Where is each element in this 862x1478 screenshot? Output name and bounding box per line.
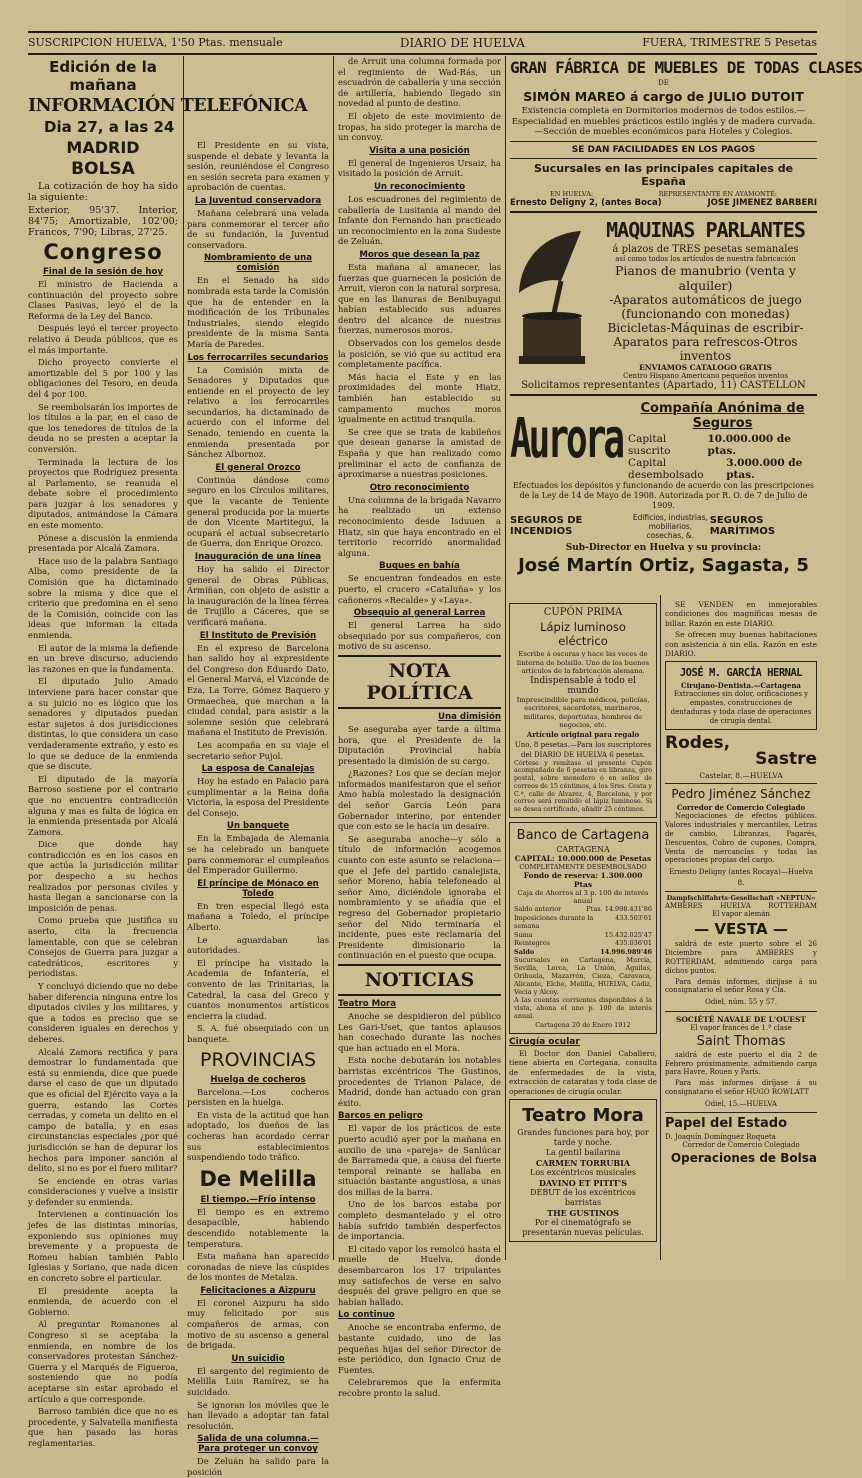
- teatro-ad: [509, 1099, 657, 1242]
- maquinas-title: MAQUINAS PARLANTES: [606, 217, 805, 242]
- paragraph: Uno de los barcos estaba por completo desmantelado y el otro había sufrido también desperfectos de importancia.: [338, 1199, 501, 1242]
- paragraph: La Comisión mixta de Senadores y Diputados que entiende en el proyecto de ley relativo a los ferrocarriles secundarios, ha dictaminado de acuerdo con el informe del Senado, teniendo en cuenta la enmienda presentada por Sánchez Albornoz.: [187, 364, 329, 460]
- banco-row-value: 433.503'61: [615, 913, 652, 922]
- subheading: Final de la sesión de hoy: [43, 267, 163, 277]
- paragraph: Le aguardaban las autoridades.: [187, 934, 329, 956]
- banco-row-value: 435.036'01: [615, 939, 652, 948]
- aurora-incendios: SEGUROS DE INCENDIOS: [510, 515, 583, 538]
- paragraph: Intervienen a continuación los jefes de las distintas minorías, exponiendo sus opiniones muy brevemente y a propuesta de Romeu habían también Pablo Iglesias y Soriano, que nada dicen en concreto sobre el particular.: [28, 1209, 178, 1284]
- ouest-addr: Odiel, 15.—HUELVA: [705, 1099, 777, 1108]
- paragraph: Como prueba que justifica su aserto, cita la frecuencia lamentable, con que se celebran Consejos de Guerra para juzgar a catedráticos, escritores y periodistas.: [28, 915, 178, 979]
- ouest-vapor: El vapor francés de 1.ª clase: [690, 1023, 792, 1032]
- congreso-heading: Congreso: [43, 240, 163, 264]
- pedro-title: Pedro Jiménez Sánchez: [671, 787, 811, 802]
- paragraph: Esta mañana han aparecido coronadas de nieve las cúspides de los montes de Metalza.: [187, 1251, 329, 1283]
- lapiz-text: Imprescindible para médicos, policías, escritores, sacerdotes, marineros, militares, deportistas, hombres de negocios, etc.: [516, 695, 650, 729]
- teatro-line: THE GUSTINOS: [547, 1208, 619, 1219]
- teatro-line: DAVINO ET PITIT'S: [538, 1178, 628, 1189]
- subheading: Un banquete: [226, 821, 290, 832]
- paragraph: Anoche se despidieron del público Les Gari-Uset, que tantos aplausos han cosechado durante las noches que han actuado en el Mora.: [338, 1010, 501, 1053]
- paragraph: Barcelona.—Los cocheros persisten en la huelga.: [187, 1086, 329, 1108]
- neptun-ports: [665, 902, 817, 910]
- paragraph: Los escuadrones del regimiento de caballería de Lusitania al mando del Infante don Fernando han practicado un reconocimiento en la zona Sudeste de Zeluán.: [338, 193, 501, 247]
- subheading: Obsequio al general Larrea: [353, 608, 486, 619]
- teatro-line: DEBUT de los excéntricos barristas: [530, 1188, 636, 1208]
- paragraph: S. A. fué obsequiado con un banquete.: [187, 1023, 329, 1044]
- edition-heading: Edición de la mañana: [49, 58, 157, 94]
- banco-capital: CAPITAL: 10.000.000 de Pesetas: [514, 854, 652, 864]
- garcia-name: JOSÉ M. GARCÍA HERNAL: [679, 667, 803, 680]
- subheading: Los ferrocarriles secundarios: [187, 352, 329, 363]
- paragraph: Dice que donde hay contradicción es en los casos en que actúa la jurisdicción militar por despecho a su hechos realizados por personas civiles y hasta llegan a sancionarse con la imposición de penas.: [28, 839, 178, 913]
- banco-row-label: Imposiciones durante la semana: [514, 913, 594, 931]
- lapiz-text: Indispensable á todo el mundo: [530, 675, 636, 696]
- garcia-title: Cirujano-Dentista.—Cartagena: [681, 681, 801, 691]
- gramophone-icon: [510, 216, 590, 380]
- dateline: Dia 27, a las 24: [44, 118, 175, 136]
- subheading: El tiempo.—Frío intenso: [200, 1194, 316, 1205]
- teatro-line: La gentil bailarina: [545, 1148, 621, 1158]
- fabrica-text: Existencia completa en Dormitorios modernos de todos estilos.—Especialidad en muebles prácticos estilo inglés y de madera curvada.—Sección de muebles económicos para Hoteles y Colegios.: [511, 106, 816, 138]
- paragraph: de Arruit una columna formada por el regimiento de Wad-Rás, un escuadrón de caballería y una sección de artillería, habiendo llegado sin novedad al punto de destino.: [338, 56, 501, 109]
- masthead: [28, 36, 817, 54]
- pedro-addr: Ernesto Deligny (antes Rocaya)—Huelva 8.: [668, 868, 814, 887]
- subheading: La Juventud conservadora: [194, 195, 322, 206]
- banco-row-value: 14.996.989'46: [600, 947, 652, 956]
- cupon-prima-ad: [509, 603, 657, 818]
- paragraph: Se aseguraba anoche—y sólo a título de información acogemos cuanto con este asunto se relaciona—que el Jefe del partido canalejista, señor Moreno, había telefoneado al señor Amo, diciéndole ignoraba el nombramiento y se añadía que el regreso del Gobernador propietario señor del Nido terminaría el incidente, pues este reclamaría del Presidente dimisionario la continuación en el puesto que ocupa.: [338, 833, 501, 961]
- bolsa-text: La cotización de hoy ha sido la siguiente:: [28, 181, 178, 203]
- subheading: Moros que desean la paz: [359, 249, 480, 260]
- lapiz-title: Lápiz luminoso eléctrico: [540, 620, 626, 648]
- section-rule: [338, 964, 501, 966]
- fabrica-sucursales: Sucursales en las principales capitales de España: [533, 161, 794, 188]
- maquinas-ad: [510, 216, 817, 380]
- paragraph: Hace uso de la palabra Santiago Alba, como presidente de la Comisión que ha dictaminado sobre la misma y dice que el criterio que predomina en el seno de la Comisión, coincide con las ideas que informan la citada enmienda.: [28, 555, 178, 640]
- aurora-company: Compañía Anónima de Seguros: [640, 400, 805, 431]
- subheading: Otro reconocimiento: [369, 482, 470, 493]
- garcia-ad: [665, 661, 817, 730]
- subheading: Un reconocimiento: [373, 181, 466, 192]
- fabrica-rep1: Ernesto Deligny 2, (antes Boca): [510, 197, 662, 208]
- column-divider: [333, 56, 334, 1260]
- banco-row: [514, 905, 652, 914]
- paragraph: En vista de la actitud que han adoptado, los dueños de las cocheras han acordado cerrar sus establecimientos suspendiendo todo tráfico.: [187, 1109, 329, 1163]
- paragraph: Pónese a discusión la enmienda presentada por Alcalá Zamora.: [28, 532, 178, 554]
- pedro-sub: Corredor de Comercio Colegiado: [676, 803, 806, 813]
- paragraph: El coronel Aizpuru ha sido muy felicitado por sus compañeros de armas, con motivo de su ascenso a general de brigada.: [187, 1297, 329, 1351]
- papel-name: D. Joaquín Domínguez Roqueta: [665, 1133, 776, 1142]
- ouest-text: saldrá de este puerto el día 2 de Febrero próximamente, admitiendo carga para Havre, Rouen y París.: [665, 1050, 817, 1077]
- lapiz-text: Córtese y remítase el presente Cupón acompañado de 6 pesetas en libranza, giro postal, sobre monedero ó en sellos de correos de 15 céntimos, á los Sres. Costa y C.ª, calle de Alvarez, 4, Barcelona, y por correo será remitido el lápiz luminoso. Si se desea certificado, añadir 25 céntimos.: [514, 759, 652, 814]
- maquinas-line: Bicicletas-Máquinas de escribir-Aparatos para refrescos-Otros inventos: [607, 320, 804, 363]
- maquinas-line: ENVIAMOS CATALOGO GRATIS: [639, 362, 772, 372]
- banco-row-value: Ptas. 14.998.431'86: [586, 905, 652, 914]
- subheading: La esposa de Canalejas: [201, 764, 315, 775]
- maquinas-line: Pianos de manubrio (venta y alquiler): [615, 262, 796, 293]
- cirugia-text: El Doctor don Daniel Caballero, tiene abierta en Cortegana, consulta de enfermedades de la vista, extracción de cataratas y toda clase de operaciones de cirugía ocular.: [509, 1049, 657, 1096]
- subheading: Huelga de cocheros: [210, 1074, 306, 1085]
- papel-sub: Corredor de Comercio Colegiado: [682, 1141, 800, 1150]
- neptun-ad: [665, 895, 817, 1007]
- neptun-port: HUELVA: [720, 902, 751, 911]
- paragraph: El sargento del regimiento de Melilla Luis Ramírez, se ha suicidado.: [187, 1365, 329, 1398]
- subheading: Inauguración de una línea: [194, 552, 322, 562]
- ads-lower-right: [665, 600, 817, 1260]
- subheading: Un suicidio: [231, 1353, 285, 1364]
- banco-row-label: Reintegros: [514, 939, 550, 948]
- bolsa-values: Exterior, 95'37. Interior, 84'75; Amortizable, 102'00; Francos, 7'90; Libras, 27'25.: [28, 205, 178, 238]
- lapiz-text: Escribe á oscuras y hace las veces de linterna de bolsillo. Uno de los buenos artículos de la fabricación alemana.: [516, 650, 650, 675]
- ouest-ad: [665, 1015, 817, 1110]
- lapiz-text: Artículo original para regalo: [526, 729, 640, 739]
- banco-city: CARTAGENA: [556, 845, 610, 855]
- subheading: Lo continuo: [338, 1310, 395, 1321]
- ouest-title: SOCIÉTÉ NAVALE DE L'OUEST: [675, 1014, 807, 1024]
- rodes-name: Rodes,: [665, 733, 731, 754]
- bolsa-heading: BOLSA: [71, 159, 135, 179]
- ouest-ship: Saint Thomas: [696, 1033, 786, 1049]
- paragraph: El tiempo es en extremo desapacible, habiendo descendido notablemente la temperatura.: [187, 1206, 329, 1249]
- subheading: Una dimisión: [438, 711, 501, 722]
- column-divider: [505, 56, 506, 1260]
- paragraph: Hoy ha salido el Director general de Obras Públicas, Armiñan, con objeto de asistir a la inauguración de la línea férrea de Trujillo a Cáceres, que se verificará mañana.: [187, 564, 329, 627]
- paragraph: Observados con los gemelos desde la posición, se vió que su actitud era completamente pacífica.: [338, 338, 501, 370]
- paragraph: Esta noche debutarán los notables barristas excéntricos The Gustinos, procedentes de Trianon Palace, de Madrid, donde han actuado con gran éxito.: [338, 1055, 501, 1108]
- fabrica-ayamonte: REPRESENTANTE EN AYAMONTE:: [658, 189, 777, 198]
- papel-ops: Operaciones de Bolsa: [670, 1151, 817, 1166]
- aurora-incendios-sub: Edificios, industrias, mobiliarios, cosechas, &.: [632, 512, 708, 540]
- habitaciones-ad: Se ofrecen muy buenas habitaciones con asistencia á sin ella. Razón en este DIARIO.: [665, 630, 817, 659]
- section-rule: [338, 994, 501, 996]
- aurora-cap1-label: Capital suscrito: [628, 432, 671, 457]
- paragraph: El general de Ingenieros Ursaiz, ha visitado la posición de Arruit.: [338, 157, 501, 179]
- fabrica-reps: [510, 198, 817, 208]
- banco-text: A las cuentas corrientes disponibles á la vista, abona el uno p. 100 de interés anual.: [514, 996, 652, 1021]
- paragraph: El Presidente en su vista, suspende el debate y levanta la sesión, reuniéndose el Congreso en sesión secreta para examen y aprobación de cuentas.: [187, 140, 329, 193]
- fabrica-de: DE: [658, 79, 669, 87]
- fabrica-huelva: EN HUELVA:: [550, 189, 594, 198]
- paragraph: Mañana celebrará una velada para conmemorar el tercer año de su fundación, la Juventud conservadora.: [187, 207, 329, 250]
- banco-text: Sucursales en Cartagena, Murcia, Sevilla, Lorca, La Unión, Águilas, Orihuela, Mazarrón, Cieza, Caravaca, Alicante, Elche, Melilla, HUELVA, Cádiz, Vecia y Alcoy.: [514, 956, 652, 997]
- banco-caja: Caja de Ahorros al 3 p. 100 de interés anual: [517, 889, 649, 906]
- cupon-title: CUPÓN PRIMA: [543, 607, 623, 618]
- maquinas-line: á plazos de TRES pesetas semanales: [612, 243, 799, 255]
- teatro-line: Grandes funciones para hoy, por tarde y noche.: [517, 1128, 649, 1148]
- city-heading: MADRID: [66, 138, 140, 157]
- aurora-subdirector: Sub-Director en Huelva y su provincia:: [565, 542, 762, 553]
- subheading: Barcos en peligro: [338, 1111, 423, 1122]
- teatro-line: Por el cinematógrafo se presentarán nuevas películas.: [522, 1218, 644, 1238]
- aurora-jose: José Martín Ortiz, Sagasta, 5: [518, 554, 809, 576]
- papel-ad: [665, 1116, 817, 1165]
- cirugia-title: Cirugía ocular: [509, 1037, 580, 1048]
- paragraph: Después leyó el tercer proyecto relativo á Deuda públicos, que es el más importante.: [28, 323, 178, 355]
- paragraph: El ministro de Hacienda a continuación del proyecto sobre Clases Pasivas, leyó el de la Reforma de la Ley del Banco.: [28, 279, 178, 321]
- paragraph: El objeto de este movimiento de tropas, ha sido proteger la marcha de un convoy.: [338, 110, 501, 143]
- fabrica-pagos: SE DAN FACILIDADES EN LOS PAGOS: [571, 144, 756, 155]
- vesta-text: saldrá de este puerto sobre el 26 Diciembre para AMBERES y ROTTERDAM, admitiendo carga para dichos puntos.: [665, 940, 817, 975]
- rodes-sastre: Sastre: [755, 749, 817, 770]
- aurora-logo: Aurora: [510, 409, 623, 471]
- paragraph: Dicho proyecto convierte el amortizable del 5 por 100 y las obligaciones del Tesoro, en deuda del 4 por 100.: [28, 357, 178, 399]
- vesta-name: — VESTA —: [694, 920, 788, 939]
- subheading: El general Orozco: [215, 462, 301, 473]
- paragraph: El diputado Julio Amado interviene para hacer constar que a su juicio no es lógico que los senadores y diputados puedan estar sujetos á dos jurisdicciones distintas, lo que considera un caso verdaderamente extraño, y esto es lo que se deduce de la enmienda que se discute.: [28, 676, 178, 772]
- fabrica-labels: [510, 190, 817, 198]
- paragraph: ¿Razones? Los que se decían mejor informados manifestaron que el señor Amo había molestado la designación del señor García León para Gobernador interino, por entender que con esto se le hacía un desaire.: [338, 768, 501, 832]
- teatro-title: Teatro Mora: [522, 1105, 644, 1127]
- paragraph: Hoy ha estado en Palacio para cumplimentar a la Reina doña Victoria, la esposa del Presidente del Consejo.: [187, 776, 329, 818]
- banco-row-label: Suma: [514, 930, 533, 939]
- venden-ad: SE VENDEN en inmejorables condiciones dos magníficas mesas de billar. Razón en este DIARIO.: [665, 600, 817, 628]
- banco-title: Banco de Cartagena: [516, 828, 650, 844]
- maquinas-line: -Aparatos automáticos de juego (funcionando con monedas): [609, 292, 802, 321]
- provincias-heading: PROVINCIAS: [199, 1048, 317, 1071]
- paragraph: De Zeluán ha salido para la posición: [187, 1456, 329, 1477]
- paragraph: Terminada la lectura de los proyectos que Rodríguez presenta al Parlamento, se reanuda el debate sobre el procedimiento para juzgar á los senadores y diputados, animándose la Cámara en este momento.: [28, 456, 178, 531]
- banco-row: [514, 948, 652, 957]
- vesta-text: Para demás informes, diríjase á su consignatario el señor Rosa y Cía.: [665, 977, 817, 995]
- rodes-addr: Castelar, 8.—HUELVA: [699, 771, 783, 781]
- pedro-text: Negociaciones de efectos públicos. Valores industriales y mercantiles, Letras de cambio, Libranzas, Pagarés, Descuentos, Cobro de cupones, Compra, Venta de mercancías y todas las operaciones propias del cargo.: [665, 812, 817, 865]
- melilla-heading: De Melilla: [199, 1166, 317, 1191]
- banco-desembolsado: COMPLETAMENTE DESEMBOLSADO: [519, 863, 647, 872]
- aurora-maritimos: SEGUROS MARÍTIMOS: [709, 515, 776, 538]
- neptun-title: Dampfschiffahrts-Gesellschaft «NEPTUN»: [666, 895, 816, 903]
- paragraph: El vapor de los prácticos de este puerto acudió ayer por la mañana en auxilio de una «pareja» de Sanlúcar de Barrameda que, a causa del fuerte temporal reinante se hallaba en situación bastante angustiosa, a unas dos millas de la barra.: [338, 1123, 501, 1197]
- banco-row-label: Saldo anterior: [514, 905, 562, 914]
- vesta-addr: Odiel, núm. 55 y 57.: [705, 998, 777, 1007]
- paragraph: En la Embajada de Alemania se ha celebrado un banquete para conmemorar el cumpleaños del Emperador Guillermo.: [187, 833, 329, 876]
- ads-top: [510, 56, 862, 596]
- noticias-heading: NOTICIAS: [364, 968, 475, 991]
- banco-date: Cartagena 20 de Enero 1912: [535, 1021, 631, 1030]
- aurora-capital: [628, 457, 817, 481]
- papel-title: Papel del Estado: [665, 1116, 788, 1132]
- paragraph: En tren especial llegó esta mañana a Toledo, el príncipe Alberto.: [187, 900, 329, 933]
- aurora-seguros: [510, 513, 817, 540]
- maquinas-line: así como todos los artículos de nuestra fabricación: [615, 254, 796, 263]
- aurora-cap1: 10.000.000 de ptas.: [707, 432, 791, 457]
- subheading: Buques en bahía: [379, 561, 460, 572]
- banco-table: [514, 905, 652, 956]
- subheading: El príncipe de Mónaco en Toledo: [197, 878, 319, 899]
- masthead-subscription: SUSCRIPCION HUELVA, 1'50 Ptas. mensuale: [28, 36, 283, 49]
- paragraph: Esta mañana al amanecer, las fuerzas que guarnecen la posición de Arruit, vieron con la natural sorpresa, que en las llanuras de Benibuyagui habían establecido sus aduares dentro del alcance de nuestras fuerzas, numerosos moros.: [338, 261, 501, 336]
- paragraph: Al preguntar Romanones al Congreso si se aceptaba la enmienda, en nombre de los conservadores protestan Sánchez-Guerra y el Marqués de Figueroa, sosteniendo que no podía aceptarse sin estar aprobado el artículo a que corresponde.: [28, 1319, 178, 1404]
- paragraph: Anoche se encontraba enfermo, de bastante cuidado, uno de las pequeñas hijas del señor Director de este periódico, don Ignacio Cruz de Fuentes.: [338, 1322, 501, 1375]
- paragraph: El diputado de la mayoría Barroso sostiene por el contrario que no encuentra contradicción alguna y mas es falta de lógica en la enmienda presentada por Alcalá Zamora.: [28, 773, 178, 837]
- aurora-text: Efectuados los depósitos y funcionando de acuerdo con las prescripciones de la Ley de 14 de Mayo de 1908. Autorizada por R. O. de 7 de Julio de 1909.: [512, 480, 815, 510]
- masthead-title: DIARIO DE HUELVA: [399, 36, 525, 50]
- subheading: Teatro Mora: [338, 998, 397, 1009]
- subheading: Felicitaciones a Aizpuru: [200, 1285, 316, 1296]
- paragraph: Se encuentran fondeados en este puerto, el crucero «Cataluña» y los cañoneros «Recalde» y «Laya».: [338, 573, 501, 605]
- neptun-port: AMBERES: [665, 902, 703, 911]
- fabrica-owner: SIMÓN MAREO á cargo de JULIO DUTOIT: [523, 89, 804, 104]
- masthead-price: FUERA, TRIMESTRE 5 Pesetas: [642, 36, 817, 49]
- paragraph: En el Senado ha sido nombrada esta tarde la Comisión que ha de entender en la modificación de los Tribunales Industriales, siendo elegido presidente de la misma Santa María de Paredes.: [187, 275, 329, 349]
- rodes-ad: [665, 733, 817, 780]
- paragraph: Y concluyó diciendo que no debe haber diferencia ninguna entre los diputados civiles y los militares, y que a todos es preciso que se consideren iguales en derechos y deberes.: [28, 981, 178, 1044]
- garcia-text: Extracciones sin dolor, orificaciones y empastes, construcciones de dentaduras y toda clase de operaciones de cirugía dental.: [670, 690, 812, 726]
- aurora-cap2: 3.000.000 de ptas.: [726, 456, 803, 481]
- column-2: [187, 140, 329, 1477]
- paragraph: Les acompaña en su viaje el secretario señor Pujol.: [187, 739, 329, 761]
- banco-row: [514, 914, 652, 931]
- banco-ad: [509, 822, 657, 1034]
- paragraph: El general Larrea ha sido obsequiado por sus compañeros, con motivo de su ascenso.: [338, 620, 501, 652]
- paragraph: Una columna de la brigada Navarro ha realizado un extenso reconocimiento desde Isduuen a Hiatz, sin que haya encontrado en el territorio recorrido anormalidad alguna.: [338, 494, 501, 558]
- subheading: Salida de una columna.—Para proteger un convoy: [197, 1434, 319, 1455]
- column-divider: [660, 595, 661, 1260]
- ouest-text: Para más informes diríjase á su consignatario el señor HUGO ROWLATT: [665, 1079, 817, 1096]
- paragraph: Continúa dándose como seguro en los Círculos militares, que la vacante de Teniente general producida por la muerte de don Vicente Martitegui, la ocupará el actual subsecretario de Guerra, don Enrique Orozco.: [187, 474, 329, 549]
- neptun-port: ROTTERDAM: [768, 902, 817, 911]
- maquinas-line: Centro Hispano Americano pequeños inventos: [623, 371, 788, 380]
- paragraph: Se cree que se trata de kabileños que desean ganarse la amistad de España y que han realizado como preliminar el acto de confianza de aproximarse a nuestras posiciones.: [338, 426, 501, 480]
- banco-row-label: Saldo: [514, 947, 535, 956]
- pedro-ad: [665, 787, 817, 888]
- subheading: El Instituto de Previsión: [199, 630, 317, 641]
- fabrica-rep2: JOSE JIMENEZ BARBERI: [707, 197, 817, 208]
- nota-politica-heading: NOTA POLÍTICA: [366, 659, 473, 704]
- section-rule: [338, 655, 501, 657]
- paragraph: El citado vapor los remolcó hasta el muelle de Huelva, donde desembarcaron los 17 tripulantes muy satisfechos de verse en salvo después del grave peligro en que se habían hallado.: [338, 1243, 501, 1307]
- paragraph: Alcalá Zamora rectifica y para demostrar lo fundamentada que está su enmienda, dice que puede darse el caso de que un diputado que es oficial del Ejército vaya a la guerra, estando las Cortes cerradas, y cometa un delito en el campo de batalla, y en esas circunstancias especiales ¿por qué jurisdicción se han de depurar los hechos para imponer sanción al delito, si no es por el fuero militar?: [28, 1046, 178, 1174]
- top-rule: [28, 31, 817, 33]
- lapiz-text: Uno, 8 pesetas.—Para los suscriptores del DIARIO DE HUELVA 6 pesetas.: [514, 740, 652, 759]
- paragraph: En el expreso de Barcelona han salido hoy al expresidente del Congreso don Eduardo Dato, el General Marvá, el Vizconde de Eza, La Torre, Gómez Baquero y Ormaechea, que marchan a la ciudad condal, para asistir a la solemne sesión que celebrará mañana el Instituto de Previsión.: [187, 642, 329, 738]
- banco-row: [514, 939, 652, 948]
- aurora-cap2-label: Capital desembolsado: [628, 456, 704, 481]
- paragraph: El presidente acepta la enmienda, de acuerdo con el Gobierno.: [28, 1285, 178, 1317]
- neptun-vapor: El vapor alemán: [712, 910, 770, 919]
- paragraph: Celebraremos que la enfermita recobre pronto la salud.: [338, 1377, 501, 1398]
- section-title: INFORMACIÓN TELEFÓNICA: [28, 96, 308, 116]
- paragraph: Más hacia el Este y en las proximidades del monte Hiatz, también han establecido su campamento muchos moros igualmente en actitud tranquila.: [338, 371, 501, 425]
- subheading: Visita a una posición: [369, 145, 470, 156]
- subheading: Nombramiento de una comisión: [203, 253, 313, 274]
- fabrica-title: GRAN FÁBRICA DE MUEBLES DE TODAS CLASES: [510, 58, 862, 77]
- paragraph: Se reembolsarán los importes de los títulos a la par, en el caso de que los tenedores de títulos de la deuda no se presten a aceptar la conversión.: [28, 401, 178, 454]
- banco-row-value: 15.432.025'47: [604, 930, 652, 939]
- masthead-rule: [28, 53, 817, 55]
- teatro-line: Los excéntricos musicales: [530, 1168, 636, 1178]
- maquinas-footer: Solicitamos representantes (Apartado, 11) CASTELLON: [521, 379, 806, 391]
- ads-lower-left: [509, 600, 657, 1260]
- teatro-line: CARMEN TORRUBIA: [535, 1158, 631, 1169]
- paragraph: El príncipe ha visitado la Academia de Infantería, el convento de las Trinitarias, la Catedral, la casa del Greco y cuantos monumentos artísticos encierra la ciudad.: [187, 957, 329, 1021]
- paragraph: Se enciende en otras varias consideraciones y vuelve a insistir y defender su enmienda.: [28, 1175, 178, 1207]
- paragraph: Se ignoran los móviles que le han llevado a adoptar tan fatal resolución.: [187, 1399, 329, 1431]
- aurora-capital: [628, 433, 817, 457]
- paragraph: El autor de la misma la defiende en un breve discurso, aduciendo las razones en que la fundamenta.: [28, 642, 178, 674]
- column-divider: [183, 56, 184, 1260]
- banco-reserva: Fondo de reserva: 1.300.000 Ptas: [523, 871, 643, 890]
- banco-row: [514, 931, 652, 940]
- aurora-ad: [510, 399, 817, 481]
- paragraph: Barroso también dice que no es procedente, y Salvatella manifiesta que han pasado las horas reglamentarias.: [28, 1406, 178, 1448]
- section-rule: [338, 707, 501, 709]
- column-3: [338, 56, 501, 1398]
- paragraph: Se aseguraba ayer tarde a última hora, que el Presidente de la Diputación Provincial había presentado la dimisión de su cargo.: [338, 723, 501, 766]
